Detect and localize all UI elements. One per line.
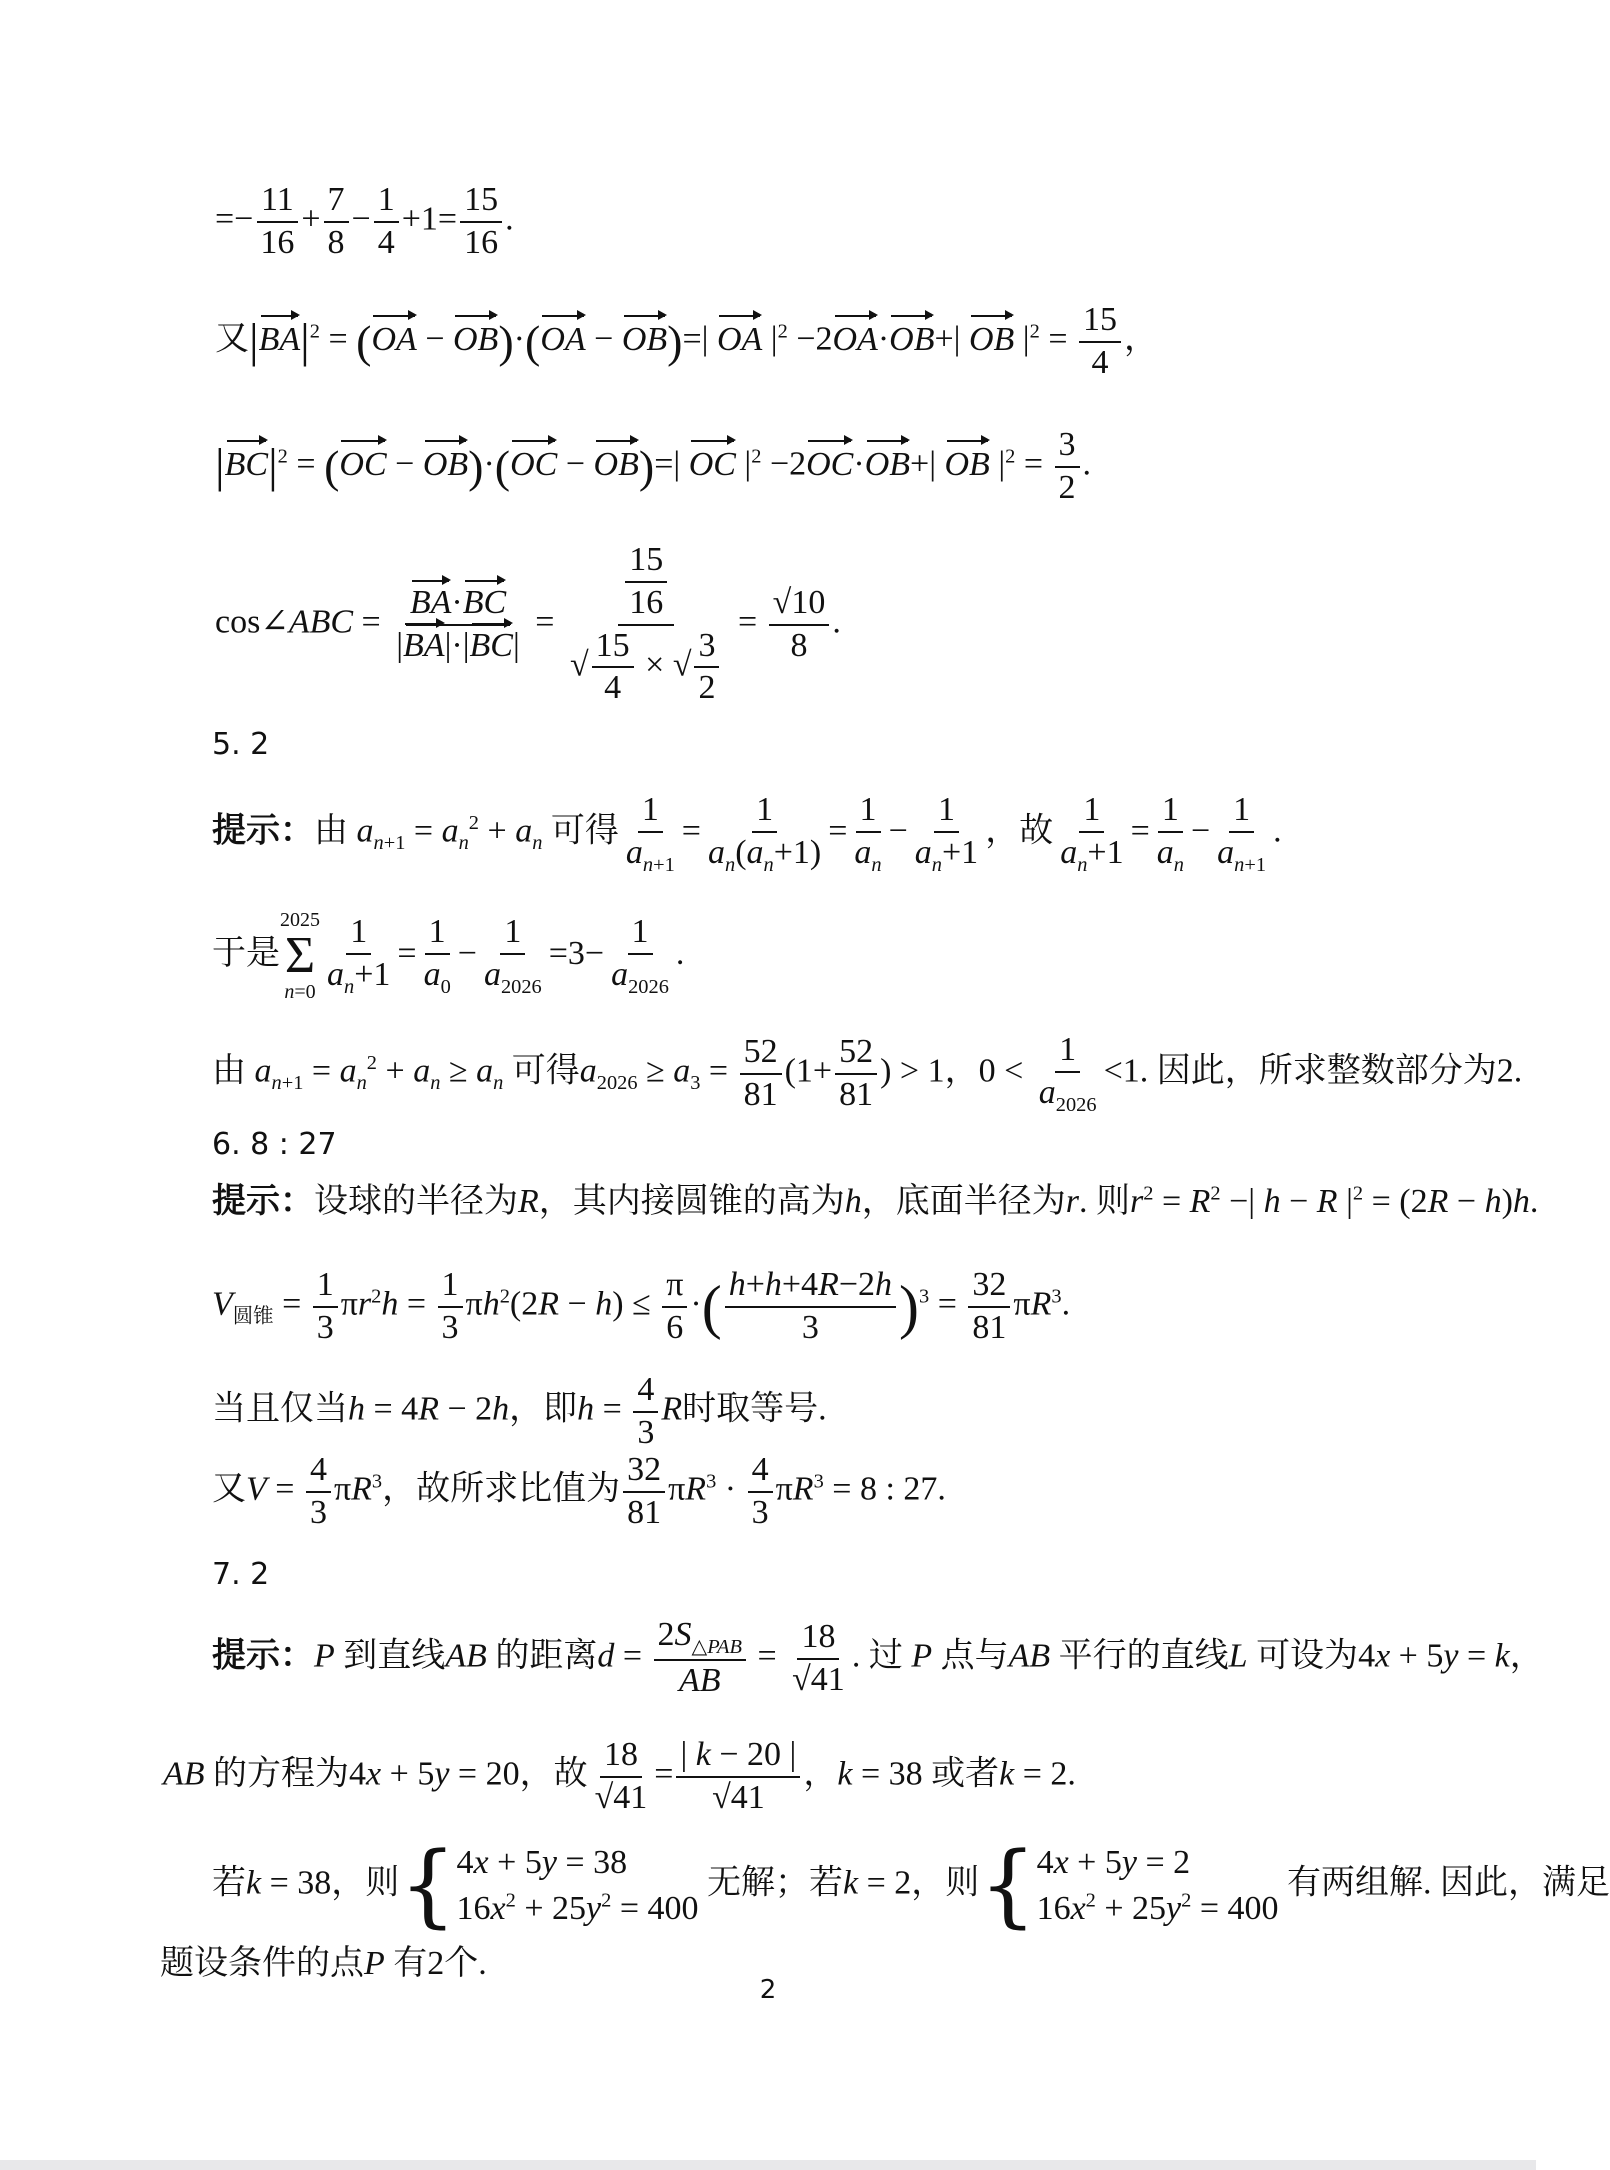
- text-yuanzhui: 圆锥: [232, 1305, 274, 1328]
- equation-line-2: 又$|BA|^2 = (OA - OB)\cdot(OA - OB)=|$ OA $|^2 -2OA\cdot OB+|$ OB $|^2$ = $\frac{15}{4}$ ，: [215, 301, 1158, 381]
- page-number: 2: [759, 1975, 777, 2005]
- text-ji: ，即: [509, 1390, 578, 1428]
- text-gusuoqiu: ，故所求比值为: [382, 1470, 621, 1508]
- text-p7-3: . 过: [851, 1637, 903, 1675]
- text-p6-1: 设球的半径为: [314, 1183, 518, 1220]
- hint-6-line-4: 又V = $\frac{4}{3}$ $\pi R^3$，故所求比值为 $\frac{32}{81}$ $\pi R^3$ · $\frac{4}{3}$ $\pi R^3 = 8$ : 27.: [212, 1451, 946, 1531]
- text-liangzu: 有两组解. 因此，满足: [1287, 1864, 1610, 1902]
- hint-label-6: 提示：: [212, 1183, 314, 1220]
- hint-5-line-1: 提示：由 $a_{n+1} = a_n^2 + a_n$ 可得 $\frac{1}{a_{n+1}}$ = $\frac{1}{a_n(a_n+1)}$ = $\frac{1}{a_n}$ − $\frac{1}{a_n+1}$ ，故 $\frac{1}{a_n+1}$ = $\frac{1}{a_n}$ − $\frac{1}{a_{n+1}}$ .: [212, 791, 1282, 876]
- text-ze: ，则: [331, 1864, 400, 1902]
- text-kede: 可得: [550, 812, 619, 850]
- hint-label: 提示：: [212, 812, 314, 850]
- hint-6-line-2: $V_{圆锥}$ = $\frac{1}{3}$ $\pi r^2h$ = $\frac{1}{3}$ $\pi h^2(2R - h)$ ≤ $\frac{\pi}{6}$ ·( $\frac{h+h+4R-2h}{3}$ )$^3$ = $\frac{32}{81}$ $\pi R^3$.: [212, 1266, 1071, 1346]
- text-dangqie: 当且仅当: [212, 1390, 348, 1428]
- equation-line-1: =− $\frac{11}{16}$ + $\frac{7}{8}$ − $\frac{1}{4}$ +1= $\frac{15}{16}$ .: [215, 181, 514, 261]
- text-kede-2: 可得: [511, 1052, 580, 1090]
- text-yushi: 于是: [212, 934, 280, 972]
- hint-7-line-4: 题设条件的点P 有2个.: [160, 1945, 487, 1982]
- text-you-6: 又: [212, 1470, 246, 1508]
- hint-7-line-1: 提示：P 到直线AB 的距离d = $\frac{2S_{\triangle PAB}}{AB}$ = $\frac{18}{√41}$ . 过 P 点与AB 平行的直线L 可设为4x + 5y = k，: [212, 1616, 1544, 1700]
- text-p7-7: 的方程为: [213, 1755, 350, 1793]
- hint-5-line-3: 由 $a_{n+1} = a_n^2 + a_n \ge a_n$ 可得$a_{2026} \ge a_3$ = $\frac{52}{81}$ (1+ $\frac{52}{81}$ ) > 1，0 < $\frac{1}{a_{2026}}$ <1. 因此，所求整数部分为2.: [212, 1031, 1523, 1116]
- label-you: 又: [215, 320, 249, 358]
- answer-5-heading: 5. 2: [212, 727, 270, 762]
- answer-6-heading: 6. 8 : 27: [212, 1127, 337, 1162]
- text-you-from-2: 由: [212, 1052, 246, 1090]
- text-ge: 个.: [444, 1945, 487, 1982]
- text-p6-2: ，其内接圆锥的高为: [538, 1183, 845, 1220]
- hint-6-line-3: 当且仅当h = 4R − 2h，即h = $\frac{4}{3}$ R时取等号.: [212, 1371, 827, 1451]
- text-wujie: 无解；若: [707, 1864, 844, 1902]
- hint-7-line-2: AB 的方程为4x + 5y = 20，故 $\frac{18}{√41}$ = $\frac{| k - 20 |}{√41}$ ，k = 38 或者k = 2.: [163, 1736, 1076, 1816]
- text-qudeng: 时取等号.: [682, 1390, 827, 1428]
- text-tishe: 题设条件的点: [160, 1945, 364, 1982]
- hint-label-7: 提示：: [212, 1637, 314, 1675]
- text-you2: 有: [393, 1945, 428, 1982]
- text-p7-4: 点与: [940, 1637, 1009, 1675]
- hint-6-line-1: 提示：设球的半径为R，其内接圆锥的高为h，底面半径为r. 则$r^2 = R^2$ −| h − R $|^2 = (2R - h)h$.: [212, 1182, 1539, 1220]
- text-p6-4: . 则: [1079, 1183, 1131, 1220]
- equation-line-4: cos∠ABC = $\frac{BA\cdot BC}{|BA|\cdot|BC|}$ = $\frac{15}{16}$ √ $\frac{15}{4}$ × √ $\frac{3}{2}$ = $\frac{√10}{8}$ .: [215, 541, 841, 707]
- text-gu-7: 故: [553, 1755, 588, 1793]
- hint-5-line-2: 于是 2025 Σ n=0 $\frac{1}{a_n+1}$ = $\frac{1}{a_0}$ − $\frac{1}{a_{2026}}$ =3− $\frac{1}{a_{2026}}$ .: [212, 909, 685, 1003]
- text-p7-2: 的距离: [495, 1637, 598, 1675]
- answer-7-heading: 7. 2: [212, 1557, 270, 1592]
- text-you-from: 由: [314, 812, 348, 850]
- text-p7-5: 平行的直线: [1058, 1637, 1229, 1675]
- text-gu: 故: [1019, 812, 1054, 850]
- bottom-bar: [0, 2160, 1536, 2170]
- equation-line-3: $|BC|^2 = (OC - OB)\cdot(OC - OB)=|$ OC $|^2 -2OC\cdot OB+|$ OB $|^2$ = $\frac{3}{2}$ .: [215, 426, 1092, 506]
- hint-7-line-3: 若k = 38，则{ 4x + 5y = 38 $16x^2 + 25y^2 = 400$ 无解；若k = 2，则{ 4x + 5y = 2 $16x^2 + 25y^2 = 400$ 有两组解. 因此，满足: [212, 1832, 1610, 1938]
- text-ze-2: ，则: [911, 1864, 980, 1902]
- text-ruo: 若: [212, 1864, 246, 1902]
- text-p7-8: 或者: [931, 1755, 1000, 1793]
- text-yinci5: . 因此，所求整数部分为: [1139, 1052, 1497, 1090]
- text-p7-1: 到直线: [343, 1637, 446, 1675]
- text-p7-6: 可设为: [1256, 1637, 1359, 1675]
- text-p6-3: ，底面半径为: [861, 1183, 1066, 1220]
